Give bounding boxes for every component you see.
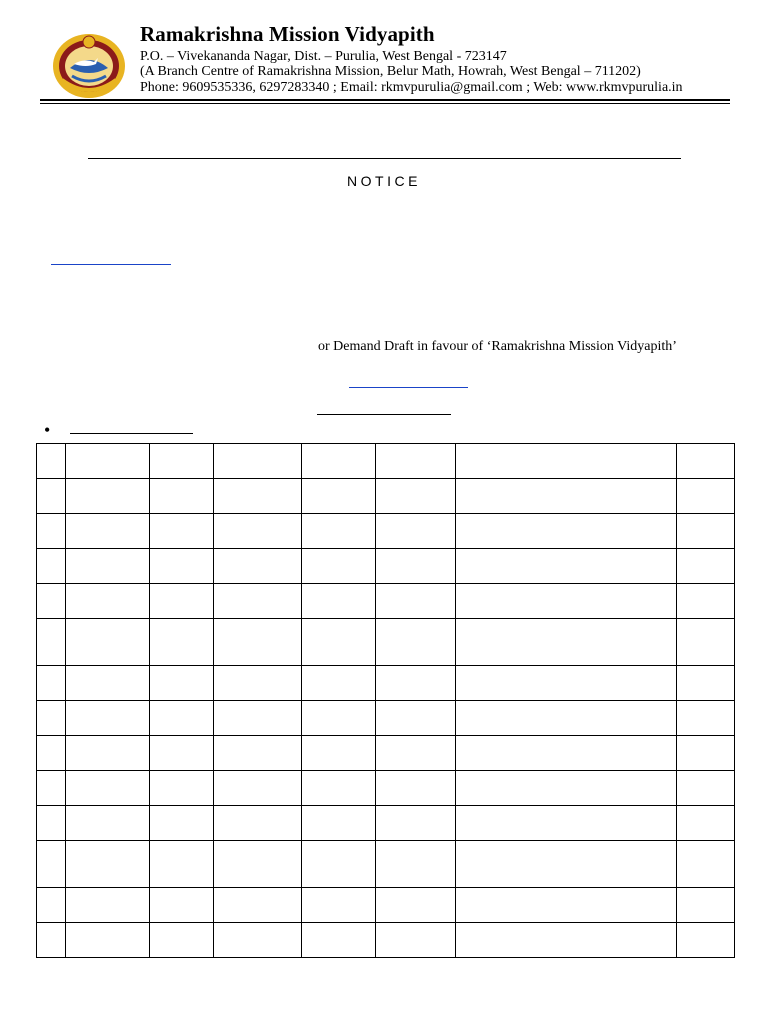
roster-body bbox=[37, 444, 735, 958]
address-line: P.O. – Vivekananda Nagar, Dist. – Purulia, West Bengal - 723147 bbox=[140, 49, 507, 64]
table-row bbox=[37, 771, 735, 806]
table-cell bbox=[456, 841, 677, 888]
table-cell bbox=[214, 736, 302, 771]
table-cell bbox=[150, 444, 214, 479]
table-cell bbox=[302, 619, 376, 666]
table-cell bbox=[37, 549, 66, 584]
table-cell bbox=[677, 888, 735, 923]
table-cell bbox=[376, 619, 456, 666]
contact-line: Phone: 9609535336, 6297283340 ; Email: rkmvpurulia@gmail.com ; Web: www.rkmvpurulia.in bbox=[140, 80, 683, 95]
table-cell bbox=[456, 701, 677, 736]
table-cell bbox=[214, 584, 302, 619]
table-cell bbox=[150, 514, 214, 549]
table-cell bbox=[456, 619, 677, 666]
table-cell bbox=[66, 444, 150, 479]
table-cell bbox=[37, 923, 66, 958]
table-cell bbox=[37, 584, 66, 619]
table-cell bbox=[150, 888, 214, 923]
table-cell bbox=[302, 923, 376, 958]
table-cell bbox=[456, 736, 677, 771]
table-cell bbox=[150, 584, 214, 619]
table-cell bbox=[302, 841, 376, 888]
table-cell bbox=[376, 923, 456, 958]
table-cell bbox=[456, 479, 677, 514]
table-cell bbox=[376, 549, 456, 584]
table-cell bbox=[37, 771, 66, 806]
table-cell bbox=[66, 701, 150, 736]
table-cell bbox=[456, 514, 677, 549]
table-cell bbox=[214, 666, 302, 701]
table-cell bbox=[37, 479, 66, 514]
table-cell bbox=[214, 444, 302, 479]
table-cell bbox=[302, 549, 376, 584]
table-cell bbox=[66, 736, 150, 771]
table-cell bbox=[302, 666, 376, 701]
table-cell bbox=[302, 806, 376, 841]
table-cell bbox=[214, 806, 302, 841]
table-cell bbox=[66, 841, 150, 888]
table-cell bbox=[376, 806, 456, 841]
table-cell bbox=[214, 841, 302, 888]
heading-underline bbox=[317, 414, 451, 415]
table-cell bbox=[302, 736, 376, 771]
notice-title: NOTICE bbox=[347, 173, 421, 189]
bullet-icon: • bbox=[44, 420, 51, 440]
table-cell bbox=[214, 479, 302, 514]
table-cell bbox=[302, 444, 376, 479]
table-cell bbox=[214, 771, 302, 806]
table-cell bbox=[66, 888, 150, 923]
table-cell bbox=[37, 444, 66, 479]
table-cell bbox=[456, 549, 677, 584]
table-cell bbox=[677, 806, 735, 841]
table-cell bbox=[150, 666, 214, 701]
table-row bbox=[37, 701, 735, 736]
table-cell bbox=[302, 584, 376, 619]
table-cell bbox=[150, 923, 214, 958]
table-cell bbox=[150, 806, 214, 841]
table-cell bbox=[214, 514, 302, 549]
table-row bbox=[37, 888, 735, 923]
roster-table bbox=[36, 443, 735, 958]
table-cell bbox=[37, 841, 66, 888]
table-cell bbox=[376, 888, 456, 923]
table-cell bbox=[677, 923, 735, 958]
table-cell bbox=[66, 923, 150, 958]
table-cell bbox=[150, 619, 214, 666]
table-cell bbox=[677, 549, 735, 584]
table-cell bbox=[37, 888, 66, 923]
table-cell bbox=[456, 444, 677, 479]
table-cell bbox=[376, 479, 456, 514]
table-row bbox=[37, 549, 735, 584]
table-cell bbox=[66, 549, 150, 584]
table-cell bbox=[66, 771, 150, 806]
table-cell bbox=[150, 549, 214, 584]
table-cell bbox=[37, 736, 66, 771]
table-cell bbox=[376, 514, 456, 549]
table-cell bbox=[37, 701, 66, 736]
table-cell bbox=[150, 841, 214, 888]
letterhead-divider bbox=[40, 99, 730, 101]
table-cell bbox=[677, 666, 735, 701]
table-cell bbox=[214, 888, 302, 923]
table-cell bbox=[214, 923, 302, 958]
letterhead-divider-thin bbox=[40, 103, 730, 104]
table-row bbox=[37, 806, 735, 841]
table-cell bbox=[66, 584, 150, 619]
table-cell bbox=[677, 514, 735, 549]
table-cell bbox=[66, 619, 150, 666]
table-cell bbox=[677, 701, 735, 736]
table-cell bbox=[376, 841, 456, 888]
table-cell bbox=[456, 806, 677, 841]
table-row bbox=[37, 479, 735, 514]
table-row bbox=[37, 444, 735, 479]
table-cell bbox=[376, 736, 456, 771]
table-cell bbox=[150, 701, 214, 736]
table-cell bbox=[677, 841, 735, 888]
table-cell bbox=[376, 666, 456, 701]
table-cell bbox=[376, 701, 456, 736]
table-cell bbox=[66, 514, 150, 549]
table-cell bbox=[302, 888, 376, 923]
demand-draft-text: or Demand Draft in favour of ‘Ramakrishna Mission Vidyapith’ bbox=[318, 339, 677, 354]
bullet-heading-underline bbox=[70, 433, 193, 434]
table-cell bbox=[677, 736, 735, 771]
org-name: Ramakrishna Mission Vidyapith bbox=[140, 22, 435, 46]
table-cell bbox=[677, 619, 735, 666]
table-cell bbox=[37, 806, 66, 841]
table-cell bbox=[677, 584, 735, 619]
table-cell bbox=[214, 549, 302, 584]
table-row bbox=[37, 584, 735, 619]
table-cell bbox=[150, 771, 214, 806]
table-cell bbox=[677, 444, 735, 479]
table-row bbox=[37, 841, 735, 888]
table-cell bbox=[456, 888, 677, 923]
table-cell bbox=[456, 771, 677, 806]
table-cell bbox=[376, 584, 456, 619]
hyperlink-underline-2[interactable] bbox=[349, 387, 468, 388]
table-cell bbox=[214, 701, 302, 736]
table-cell bbox=[302, 514, 376, 549]
table-cell bbox=[456, 666, 677, 701]
table-row bbox=[37, 923, 735, 958]
table-cell bbox=[37, 666, 66, 701]
table-cell bbox=[677, 479, 735, 514]
table-row bbox=[37, 619, 735, 666]
table-cell bbox=[66, 806, 150, 841]
table-cell bbox=[302, 479, 376, 514]
table-row bbox=[37, 666, 735, 701]
table-cell bbox=[150, 736, 214, 771]
table-row bbox=[37, 514, 735, 549]
table-cell bbox=[302, 701, 376, 736]
table-cell bbox=[214, 619, 302, 666]
hyperlink-underline[interactable] bbox=[51, 264, 171, 265]
table-cell bbox=[66, 666, 150, 701]
table-cell bbox=[150, 479, 214, 514]
ramakrishna-mission-emblem-icon bbox=[50, 28, 128, 100]
table-cell bbox=[37, 514, 66, 549]
table-cell bbox=[376, 771, 456, 806]
table-cell bbox=[376, 444, 456, 479]
branch-line: (A Branch Centre of Ramakrishna Mission, Belur Math, Howrah, West Bengal – 711202) bbox=[140, 64, 641, 79]
table-cell bbox=[302, 771, 376, 806]
table-cell bbox=[456, 923, 677, 958]
table-cell bbox=[37, 619, 66, 666]
table-cell bbox=[66, 479, 150, 514]
table-cell bbox=[456, 584, 677, 619]
table-row bbox=[37, 736, 735, 771]
notice-rule bbox=[88, 158, 681, 159]
table-cell bbox=[677, 771, 735, 806]
